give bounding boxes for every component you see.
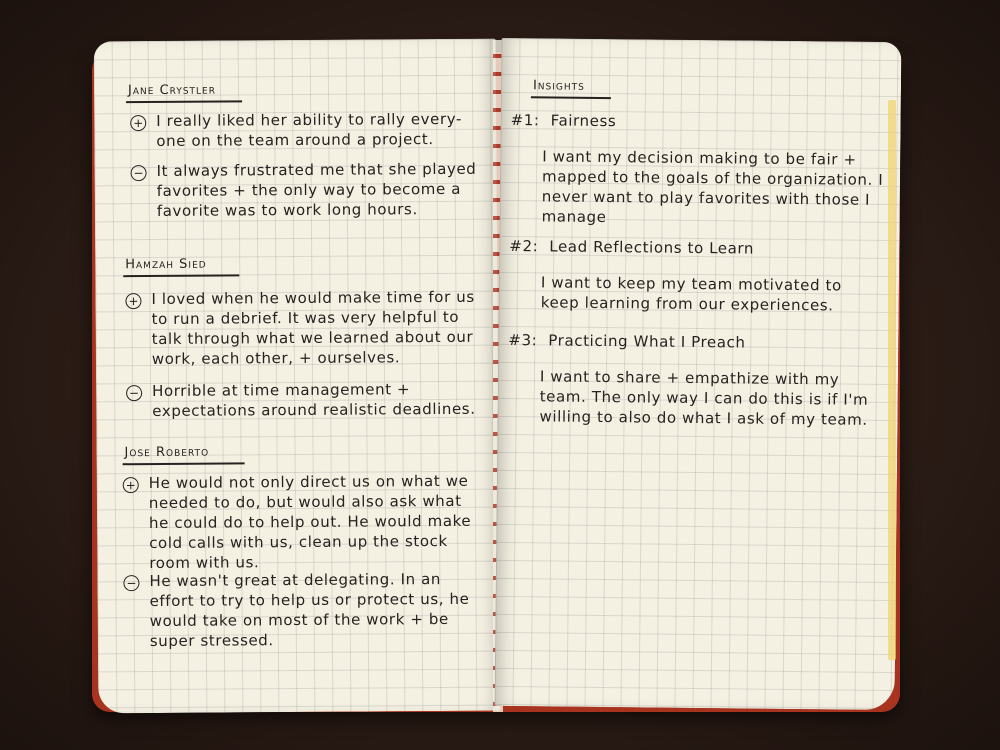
negative-note: He wasn't great at delegating. In an effort to try to help us or protect us, he would take on most of the work + be super stressed. <box>149 569 470 651</box>
positive-note: He would not only direct us on what we needed to do, but would also ask what he could do to help out. He would make cold calls with us, clean up the stock room with us. <box>148 471 472 573</box>
negative-note: It always frustrated me that she played favorites + the only way to become a favorite was to work long hours. <box>156 159 477 220</box>
page-edge-tab <box>888 100 896 660</box>
insight-title: Lead Reflections to Learn <box>549 237 755 258</box>
left-page <box>94 39 501 714</box>
right-page <box>495 38 902 710</box>
plus-icon: + <box>130 115 146 131</box>
heading-underline <box>531 96 611 98</box>
person-name-jose: Jose Roberto <box>124 444 210 461</box>
insights-title: Insights <box>532 78 585 94</box>
insight-number: #3: <box>508 331 538 350</box>
insight-body: I want to keep my team motivated to keep learning from our experiences. <box>540 273 842 315</box>
heading-underline <box>123 274 239 276</box>
heading-underline <box>123 462 245 464</box>
insight-title: Practicing What I Preach <box>548 331 746 352</box>
minus-icon: − <box>126 385 142 401</box>
insight-title: Fairness <box>550 111 617 131</box>
negative-note: Horrible at time management + expectations around realistic deadlines. <box>152 380 476 421</box>
insight-number: #2: <box>509 237 539 256</box>
insight-body: I want to share + empathize with my team. The only way I can do this is if I'm willing to also do what I ask of my team. <box>539 367 869 429</box>
minus-icon: − <box>123 575 139 591</box>
positive-note: I really liked her ability to rally every-one on the team around a project. <box>156 109 463 150</box>
person-name-hamzah: Hamzah Sied <box>125 256 207 273</box>
heading-underline <box>126 100 242 102</box>
insight-body: I want my decision making to be fair + mapped to the goals of the organization. I never want to play favorites with those I manage <box>541 147 884 227</box>
plus-icon: + <box>123 477 139 493</box>
insight-number: #1: <box>510 111 540 130</box>
positive-note: I loved when he would make time for us to run a debrief. It was very helpful to talk through what we learned about our work, each other, + ourselves. <box>151 287 475 369</box>
minus-icon: − <box>131 165 147 181</box>
plus-icon: + <box>125 293 141 309</box>
person-name-jane: Jane Crystler <box>127 82 217 99</box>
